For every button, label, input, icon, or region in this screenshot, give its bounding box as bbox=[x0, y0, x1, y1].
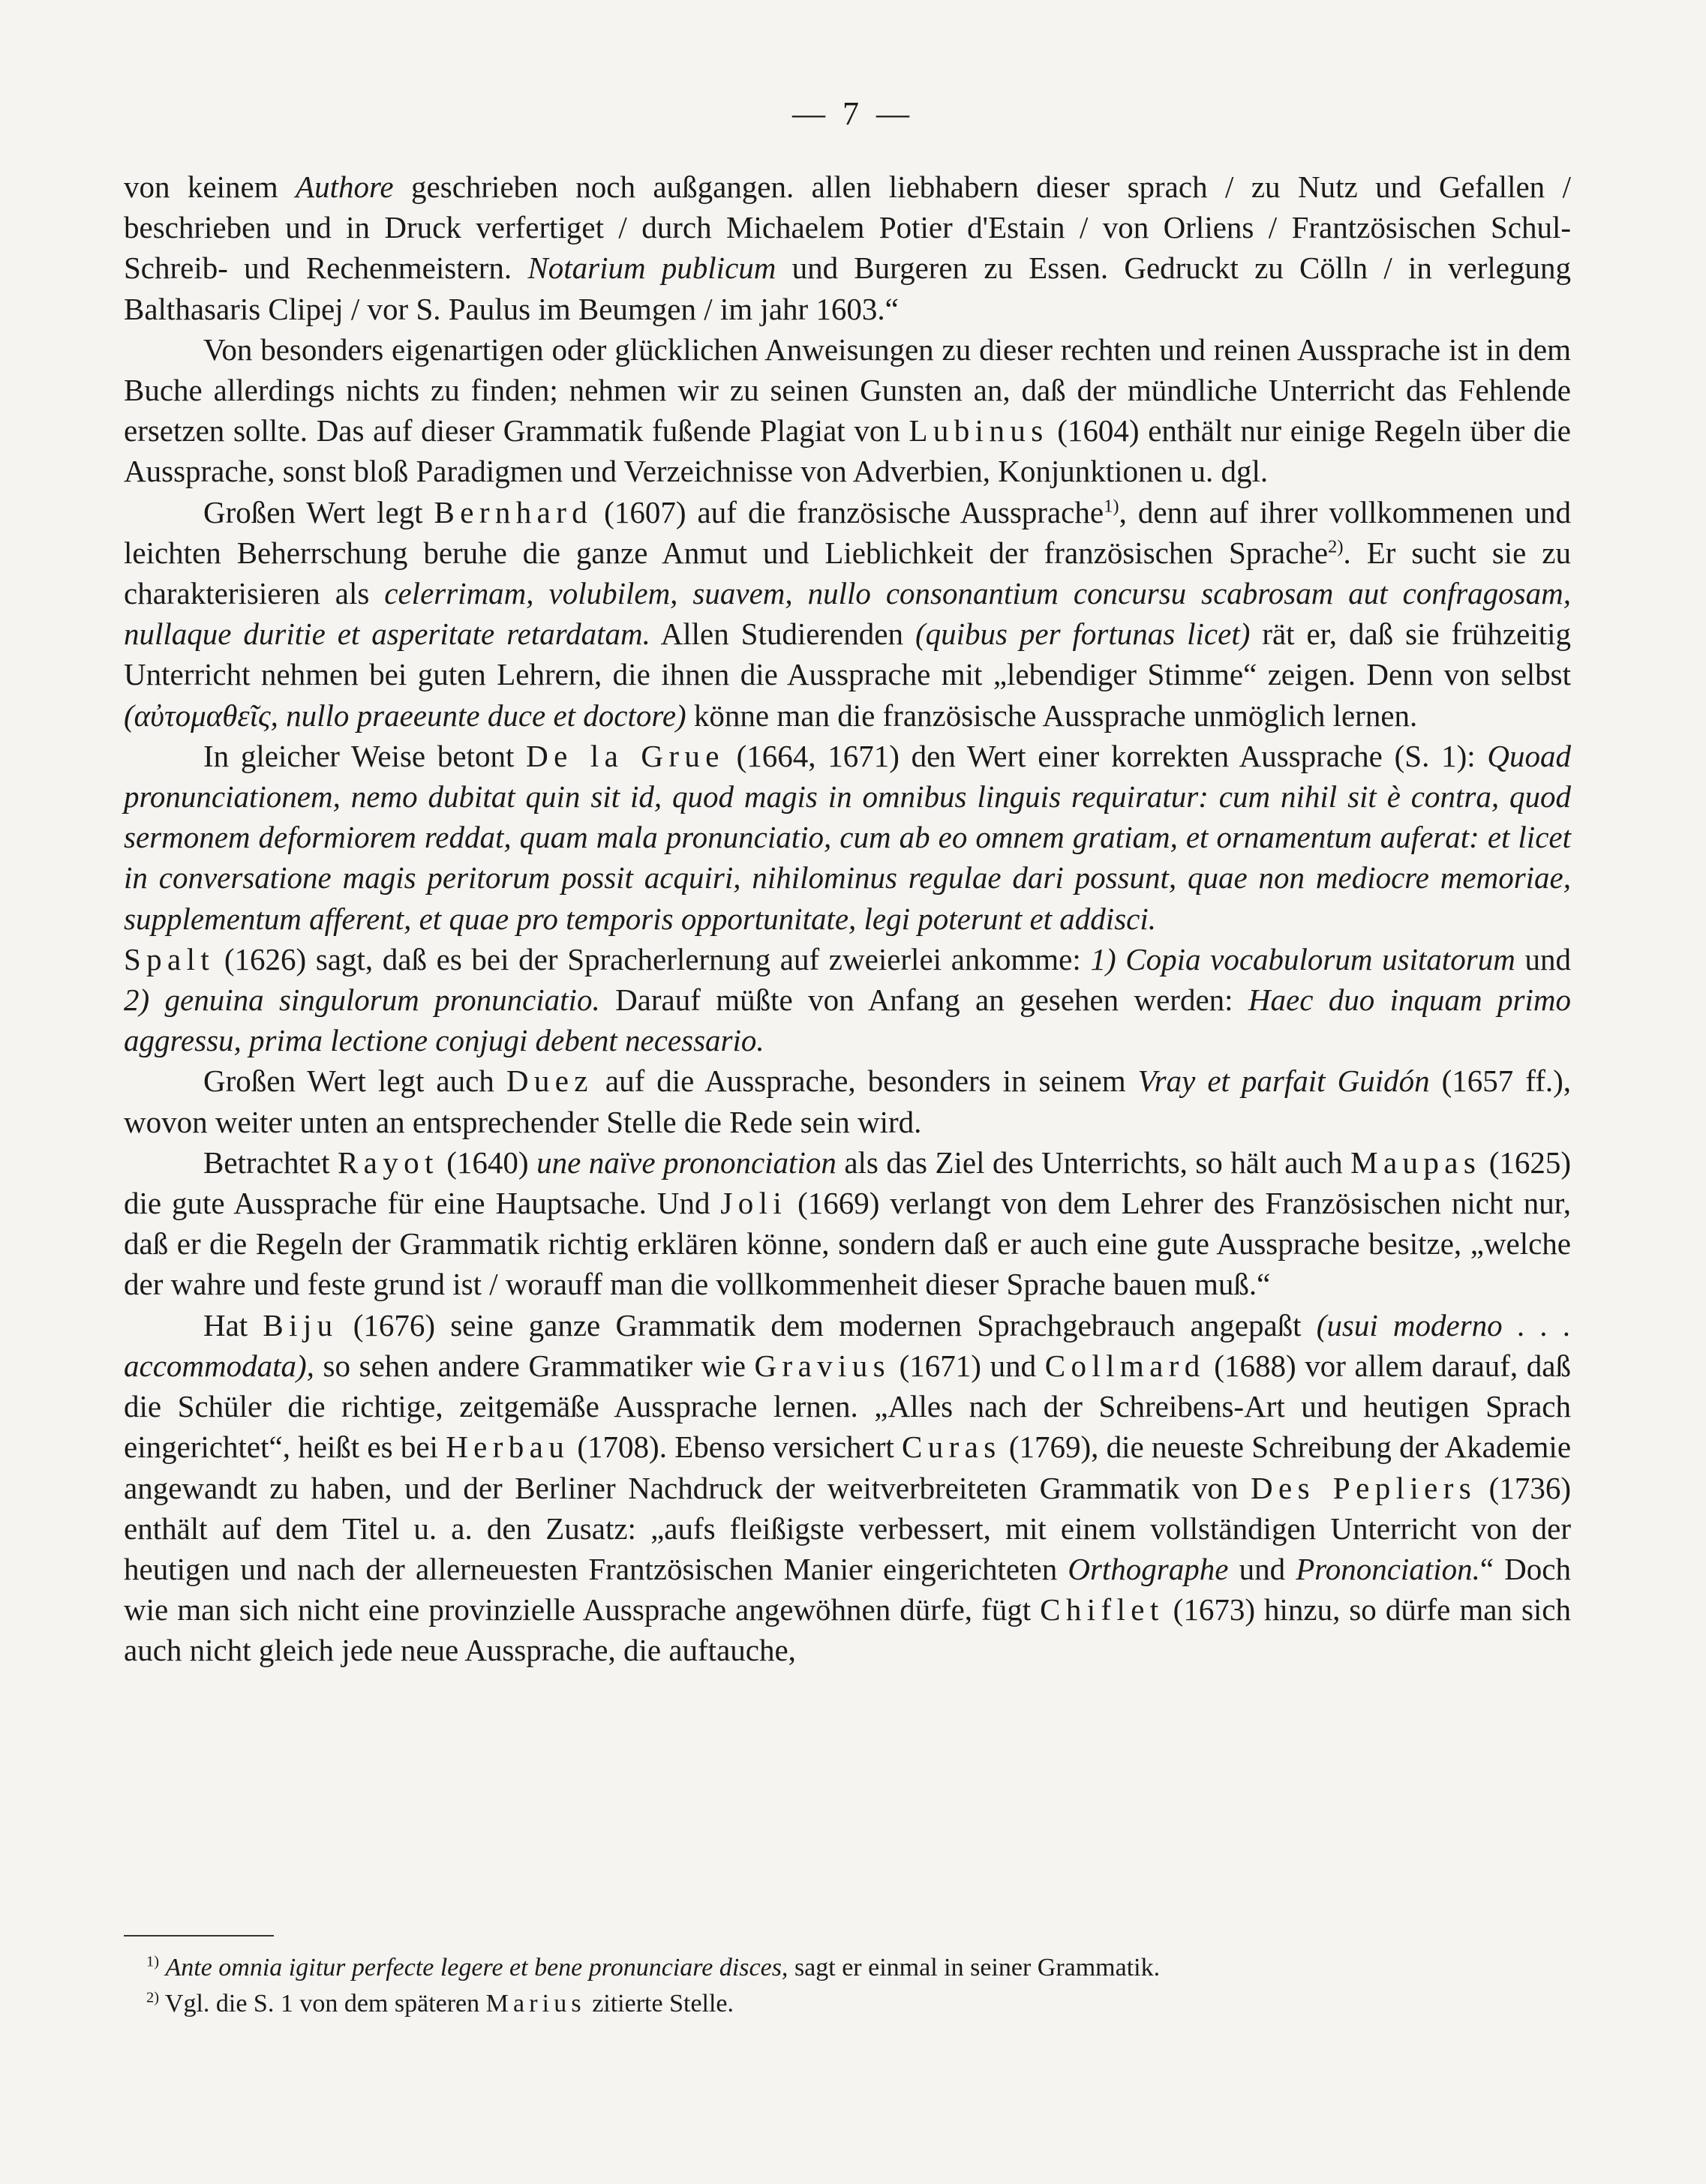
paragraph bbox=[124, 1142, 1571, 1305]
text-run: (1664, 1671) den Wert einer korrekten Aussprache (S. 1): bbox=[724, 738, 1488, 773]
text-run: Vgl. die S. 1 von dem späteren bbox=[159, 1990, 486, 2018]
text-run: Darauf müßte von Anfang an gesehen werden: bbox=[599, 982, 1248, 1018]
text-run: von keinem bbox=[124, 170, 296, 204]
text-run: auf die Aussprache, besonders in seinem bbox=[593, 1064, 1138, 1099]
spaced-name: Curas bbox=[902, 1430, 1002, 1465]
footnotes bbox=[146, 1950, 1571, 2022]
paragraph bbox=[124, 1305, 1571, 1671]
footnote-divider bbox=[124, 1935, 274, 1936]
text-run bbox=[159, 1954, 166, 1982]
italic-text: Prononciation. bbox=[1296, 1551, 1480, 1586]
text-run: (1673) hinzu, so dürfe man sich auch nicht gleich jede neue Aussprache, die auftauche, bbox=[124, 1592, 1571, 1668]
spaced-name: Des Pepliers bbox=[1251, 1470, 1477, 1505]
text-run: (1626) sagt, daß es bei der Spracherlernung auf zweierlei ankomme: bbox=[215, 941, 1091, 976]
spaced-name: Lubinus bbox=[909, 413, 1049, 448]
text-run: “ Doch wie man sich nicht eine provinzielle Aussprache angewöhnen dürfe, fügt bbox=[124, 1551, 1571, 1628]
text-run: Von besonders eigenartigen oder glücklichen Anweisungen zu dieser rechten und reinen Aussprache ist in dem Buche allerdings nichts zu finden; nehmen wir zu seinen Gunsten an, daß der mündliche Unterricht das Fehlende ersetzen sollte. Das auf dieser Grammatik fußende Plagiat von bbox=[124, 332, 1571, 448]
italic-text: 1) Copia vocabulorum usitatorum bbox=[1090, 941, 1515, 976]
spaced-name: Marius bbox=[485, 1990, 586, 2018]
text-run: (1708). Ebenso versichert bbox=[569, 1430, 903, 1465]
text-run: Großen Wert legt auch bbox=[203, 1064, 506, 1099]
footnote-ref: 1) bbox=[1104, 495, 1119, 516]
text-run: (1671) und bbox=[891, 1348, 1045, 1383]
body-text bbox=[124, 166, 1571, 1671]
footnote bbox=[146, 1986, 1571, 2022]
italic-text: Notarium publicum bbox=[527, 250, 776, 286]
spaced-name: Maupas bbox=[1350, 1144, 1482, 1180]
text-run: . Er sucht sie zu charakterisieren als bbox=[124, 535, 1571, 611]
text-run: In gleicher Weise betont bbox=[203, 738, 527, 773]
italic-text: Vray et parfait Guidón bbox=[1137, 1064, 1430, 1099]
text-run: (1625) die gute Aussprache für eine Hauptsache. Und bbox=[124, 1144, 1571, 1221]
spaced-name: Rayot bbox=[337, 1144, 439, 1180]
text-run: und bbox=[1515, 941, 1572, 976]
spaced-name: Herbau bbox=[446, 1430, 570, 1465]
spaced-name: Duez bbox=[506, 1064, 593, 1099]
paragraph bbox=[124, 166, 1571, 329]
text-run: (1669) verlangt von dem Lehrer des Französischen nicht nur, daß er die Regeln der Grammatik richtig erklären könne, sondern daß er auch eine gute Aussprache besitze, „welche der wahre und feste grund ist / worauff man die vollkommenheit dieser Sprache bauen muß.“ bbox=[124, 1186, 1571, 1302]
text-run: könne man die französische Aussprache unmöglich lernen. bbox=[686, 698, 1418, 733]
footnote-ref: 1) bbox=[146, 1953, 159, 1970]
footnote bbox=[146, 1950, 1571, 1986]
text-run: (1769), die neueste Schreibung der Akademie angewandt zu haben, und der Berliner Nachdruck der weitverbreiteten Grammatik von bbox=[124, 1430, 1572, 1505]
spaced-name: Biju bbox=[263, 1307, 338, 1342]
text-run: rät er, daß sie frühzeitig Unterricht nehmen bei guten Lehrern, die ihnen die Aussprache mit „lebendiger Stimme“ zeigen. Denn von selbst bbox=[124, 616, 1571, 692]
text-run: (1676) seine ganze Grammatik dem modernen Sprachgebrauch angepaßt bbox=[338, 1307, 1317, 1342]
paragraph bbox=[124, 939, 1571, 1061]
text-run: und Burgeren zu Essen. Gedruckt zu Cölln / in verlegung Balthasaris Clipej / vor S. Paulus im Beumgen / im jahr 1603.“ bbox=[124, 250, 1571, 326]
paragraph bbox=[124, 492, 1571, 736]
footnote-ref: 2) bbox=[146, 1989, 159, 2006]
text-run: (1688) vor allem darauf, daß die Schüler die richtige, zeitgemäße Aussprache lernen. „Alles nach der Schreibens-Art und heutigen Sprach eingerichtet“, heißt es bei bbox=[124, 1348, 1571, 1465]
italic-text: (αὐτομαθεῖς, nullo praeeunte duce et doctore) bbox=[124, 698, 686, 733]
italic-text: une naïve prononciation bbox=[536, 1144, 836, 1180]
text-run: (1736) enthält auf dem Titel u. a. den Zusatz: „aufs fleißigste verbessert, mit einem vollständigen Unterricht von der heutigen und nach der allerneuesten Frantzösischen Manier eingerichteten bbox=[124, 1470, 1571, 1586]
italic-text: (usui moderno . . . accommodata), bbox=[124, 1307, 1572, 1383]
spaced-name: Chiflet bbox=[1040, 1592, 1164, 1628]
spaced-name: Bernhard bbox=[434, 494, 593, 530]
spaced-name: Collmard bbox=[1044, 1348, 1206, 1383]
text-run: Betrachtet bbox=[203, 1144, 338, 1180]
paragraph bbox=[124, 329, 1571, 492]
text-run: als das Ziel des Unterrichts, so hält auch bbox=[836, 1144, 1351, 1180]
paragraph bbox=[124, 1060, 1571, 1142]
spaced-name: Spalt bbox=[124, 941, 215, 976]
italic-text: celerrimam, volubilem, suavem, nullo consonantium concursu scabrosam aut confragosam, nullaque duritie et asperitate retardatam. bbox=[124, 576, 1571, 652]
text-run: (1657 ff.), wovon weiter unten an entsprechender Stelle die Rede sein wird. bbox=[124, 1064, 1571, 1139]
italic-text: Ante omnia igitur perfecte legere et bene pronunciare disces, bbox=[165, 1954, 788, 1982]
page-number: — 7 — bbox=[792, 95, 914, 132]
text-run: (1604) enthält nur einige Regeln über die Aussprache, sonst bloß Paradigmen und Verzeichnisse von Adverbien, Konjunktionen u. dgl. bbox=[124, 413, 1571, 489]
text-run: Hat bbox=[203, 1307, 263, 1342]
text-run: , denn auf ihrer vollkommenen und leichten Beherrschung beruhe die ganze Anmut und Lieblichkeit der französischen Sprache bbox=[124, 494, 1571, 570]
text-run: Großen Wert legt bbox=[203, 494, 434, 530]
italic-text: 2) genuina singulorum pronunciatio. bbox=[124, 982, 600, 1018]
italic-text: (quibus per fortunas licet) bbox=[915, 616, 1251, 652]
italic-text: Authore bbox=[296, 170, 394, 204]
text-run: Allen Studierenden bbox=[650, 616, 915, 652]
text-run: zitierte Stelle. bbox=[585, 1990, 734, 2018]
text-run: (1607) auf die französische Aussprache bbox=[593, 494, 1104, 530]
paragraph bbox=[124, 736, 1571, 939]
text-run: (1640) bbox=[438, 1144, 537, 1180]
italic-text: Haec duo inquam primo aggressu, prima lectione conjugi debent necessario. bbox=[124, 982, 1571, 1058]
text-run: so sehen andere Grammatiker wie bbox=[314, 1348, 755, 1383]
text-run: sagt er einmal in seiner Grammatik. bbox=[788, 1954, 1161, 1982]
italic-text: Quoad pronunciationem, nemo dubitat quin sit id, quod magis in omnibus linguis requiratur: cum nihil sit è contra, quod sermonem deformiorem reddat, quam mala pronunciatio, cum ab eo omnem gratiam, et ornamentum auferat: et licet in conversatione magis peritorum possit acquiri, nihilominus regulae dari possunt, quae non mediocre memoriae, supplementum afferent, et quae pro temporis opportunitate, legi poterunt et addisci. bbox=[124, 738, 1571, 936]
spaced-name: Gravius bbox=[754, 1348, 891, 1383]
footnote-ref: 2) bbox=[1328, 536, 1344, 557]
italic-text: Orthographe bbox=[1068, 1551, 1229, 1586]
text-run: und bbox=[1228, 1551, 1296, 1586]
spaced-name: De la Grue bbox=[526, 738, 725, 773]
text-run: geschrieben noch außgangen. allen liebhabern dieser sprach / zu Nutz und Gefallen / beschrieben und in Druck verfertiget / durch Michaelem Potier d'Estain / von Orliens / Frantzösischen Schul-Schreib- und Rechenmeistern. bbox=[124, 170, 1571, 286]
spaced-name: Joli bbox=[720, 1186, 788, 1221]
